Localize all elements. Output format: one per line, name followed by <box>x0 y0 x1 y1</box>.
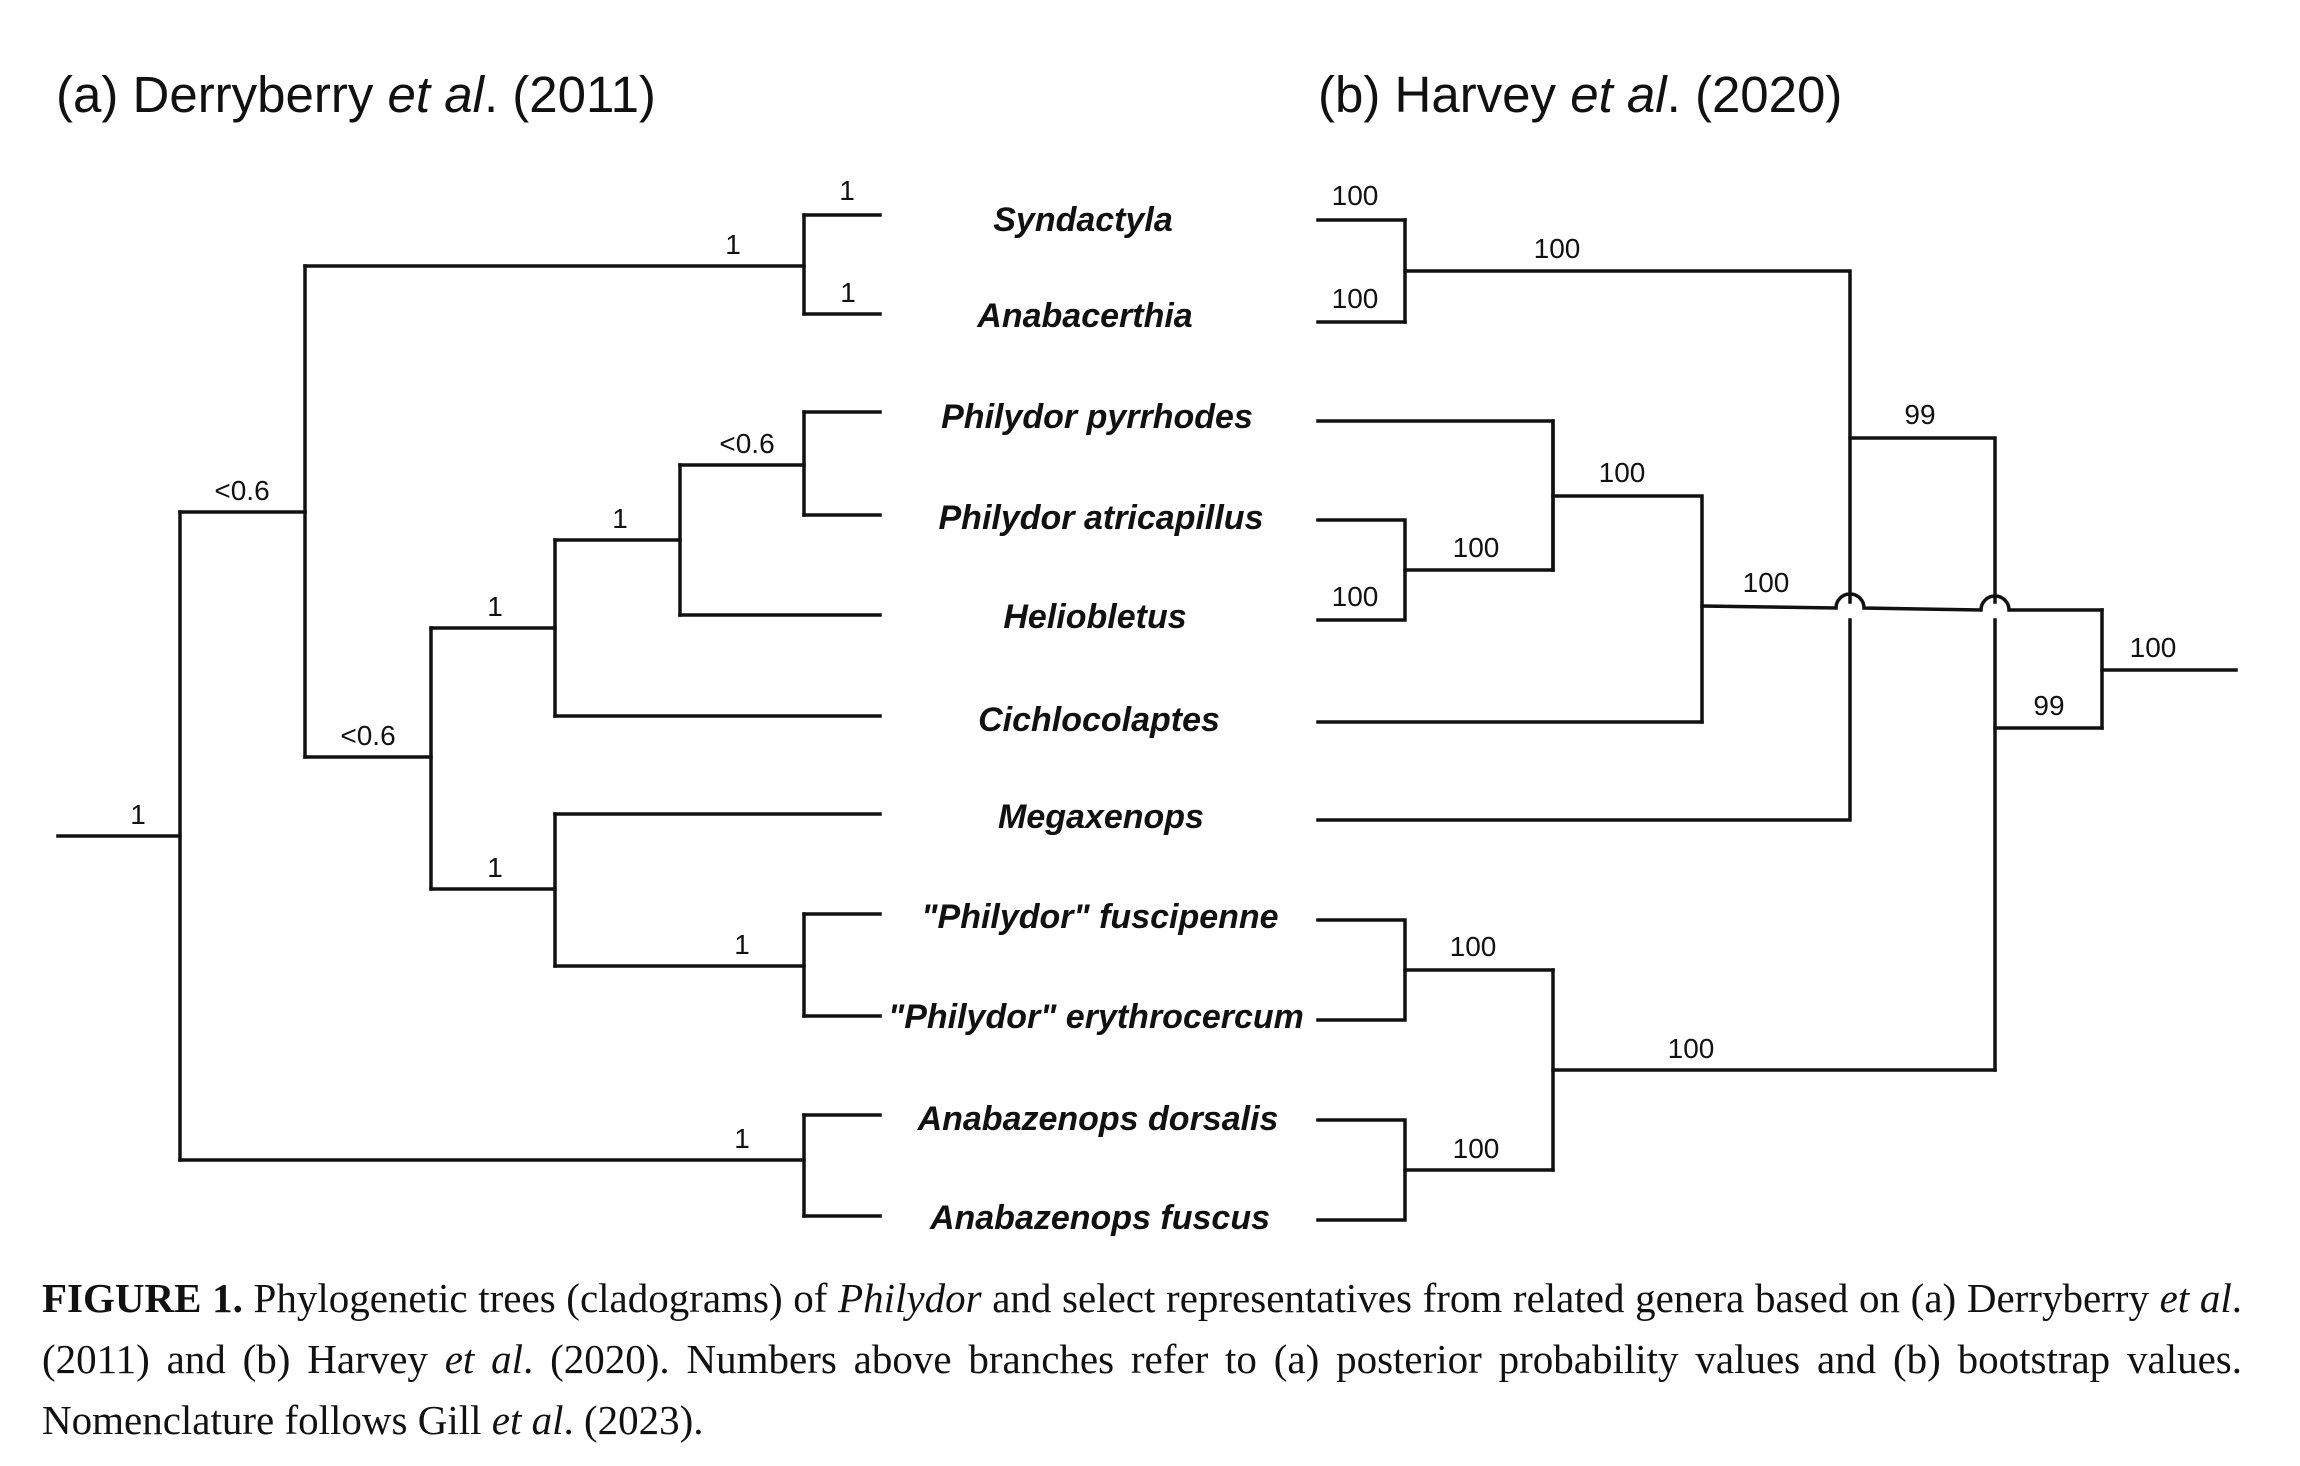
support-value: <0.6 <box>214 475 270 506</box>
support-value: 100 <box>1331 283 1379 314</box>
support-value: 1 <box>840 277 856 308</box>
taxon-label-anabazenops-dorsalis: Anabazenops dorsalis <box>917 1100 1279 1138</box>
taxon-label-philydor-erythrocercum: "Philydor" erythrocercum <box>888 998 1304 1036</box>
support-value: 100 <box>1598 457 1646 488</box>
support-value: <0.6 <box>719 428 775 459</box>
support-value: 100 <box>1331 180 1379 211</box>
taxon-label-megaxenops: Megaxenops <box>998 798 1204 836</box>
support-value: 1 <box>487 852 503 883</box>
tree-b <box>1318 180 2236 1220</box>
support-value: 99 <box>1904 399 1936 430</box>
support-value: 1 <box>839 175 855 206</box>
support-value: 99 <box>2033 690 2065 721</box>
tree-b-branch-megaxenops <box>1318 620 1850 820</box>
panel-a-title: (a) Derryberry et al. (2011) <box>56 66 656 123</box>
support-value: 100 <box>1667 1033 1715 1064</box>
support-value: 1 <box>487 591 503 622</box>
support-value: 1 <box>734 929 750 960</box>
support-value: 100 <box>1449 931 1497 962</box>
taxon-label-heliobletus: Heliobletus <box>1003 598 1187 636</box>
support-value: <0.6 <box>340 720 396 751</box>
tree-a <box>58 175 880 1216</box>
caption-label: FIGURE 1. <box>42 1275 243 1321</box>
support-value: 100 <box>1742 567 1790 598</box>
taxon-label-philydor-fuscipenne: "Philydor" fuscipenne <box>921 898 1279 936</box>
tree-b-branch-pyrr <box>1553 496 1702 722</box>
support-value: 100 <box>1533 233 1581 264</box>
support-value: 100 <box>2129 632 2177 663</box>
taxon-label-philydor-atricapillus: Philydor atricapillus <box>938 499 1264 537</box>
figure-caption: FIGURE 1. Phylogenetic trees (cladograms) of Philydor and select representatives from related genera based on (a) Derryberry et al. (2011) and (b) Harvey et al. (2020). Numbers above branches refer to (a) posterior probability values and (b) bootstrap values. Nomenclature follows Gill et al. (2023). <box>42 1275 2242 1443</box>
support-value: 100 <box>1452 532 1500 563</box>
tree-b-branch-99-upper <box>1850 438 1995 602</box>
taxon-label-anabacerthia: Anabacerthia <box>977 297 1193 335</box>
tree-b-tip-pyrrhodes <box>1318 421 1553 570</box>
tree-b-tip-dorsalis <box>1318 1120 1405 1220</box>
support-value: 1 <box>130 799 146 830</box>
tree-b-tip-fuscipenne <box>1318 920 1405 1020</box>
support-value: 1 <box>612 503 628 534</box>
support-value: 1 <box>734 1123 750 1154</box>
taxon-label-philydor-pyrrhodes: Philydor pyrrhodes <box>941 398 1253 436</box>
taxon-labels <box>888 201 1304 1237</box>
support-value: 100 <box>1452 1133 1500 1164</box>
support-value: 100 <box>1331 581 1379 612</box>
taxon-label-syndactyla: Syndactyla <box>993 201 1173 239</box>
support-value: 1 <box>725 229 741 260</box>
taxon-label-cichlocolaptes: Cichlocolaptes <box>978 701 1220 739</box>
taxon-label-anabazenops-fuscus: Anabazenops fuscus <box>929 1199 1271 1237</box>
panel-b-title: (b) Harvey et al. (2020) <box>1318 66 1843 123</box>
